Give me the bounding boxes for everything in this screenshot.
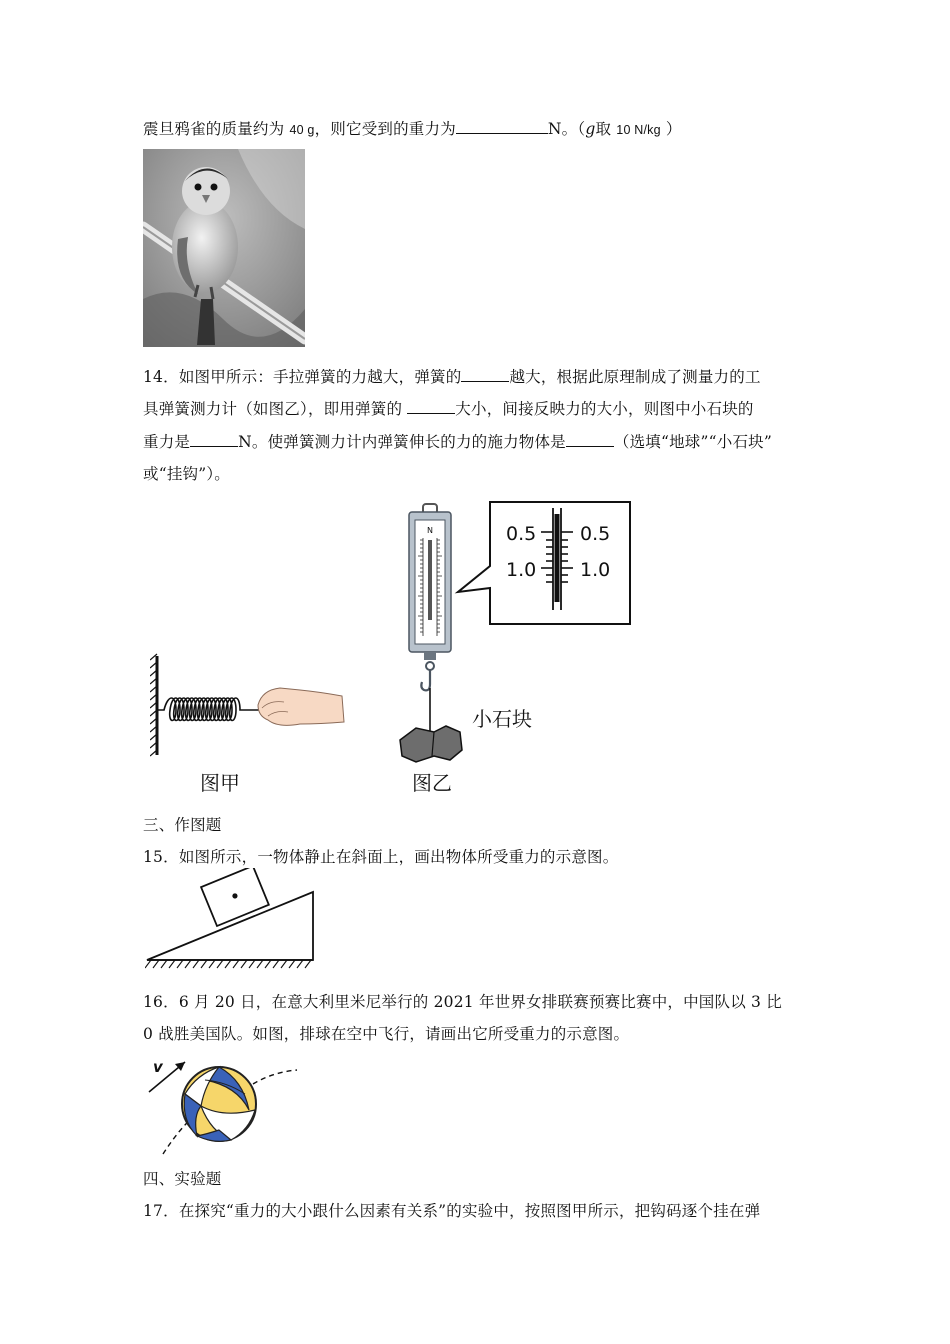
q16-line1: 16．6 月 20 日，在意大利里米尼举行的 2021 年世界女排联赛预赛比赛中，中国队以 3 比 bbox=[143, 993, 782, 1011]
figure-jia-label: 图甲 bbox=[200, 771, 240, 795]
q17-text: 17．在探究“重力的大小跟什么因素有关系”的实验中，按照图甲所示，把钩码逐个挂在弹 bbox=[143, 1202, 761, 1220]
q13-mass: 40 g bbox=[289, 123, 315, 137]
figure-volleyball bbox=[145, 1050, 300, 1158]
q13-mid: ，则它受到的重力为 bbox=[314, 120, 456, 138]
bird-photo bbox=[143, 149, 305, 347]
velocity-label: v bbox=[153, 1058, 163, 1076]
figure-yi bbox=[390, 500, 640, 800]
scale-unit: N bbox=[427, 526, 433, 535]
q14-line2b: 大小，间接反映力的大小，则图中小石块的 bbox=[455, 400, 754, 418]
zoom-tick-right-0.5: 0.5 bbox=[580, 523, 611, 545]
volleyball bbox=[182, 1067, 256, 1141]
q14-line3b: N。使弹簧测力计内弹簧伸长的力的施力物体是 bbox=[238, 433, 566, 451]
figure-jia bbox=[150, 650, 350, 800]
q13-unit: N。（ bbox=[547, 120, 586, 138]
q14-line1 bbox=[143, 365, 761, 387]
hook bbox=[421, 670, 430, 690]
zoom-indicator bbox=[555, 514, 560, 602]
section-4-heading: 四、实验题 bbox=[143, 1170, 222, 1188]
q14-line1a: 14．如图甲所示：手拉弹簧的力越大，弹簧的 bbox=[143, 368, 462, 386]
spring bbox=[158, 698, 262, 721]
q14-line1b: 越大，根据此原理制成了测量力的工 bbox=[509, 368, 761, 386]
q16-line2: 0 战胜美国队。如图，排球在空中飞行，请画出它所受重力的示意图。 bbox=[143, 1025, 630, 1043]
q13-g-symbol: g bbox=[585, 120, 596, 138]
q13-gval: 10 N/kg bbox=[616, 123, 661, 137]
q14-blank-2[interactable] bbox=[407, 399, 455, 414]
q15-text: 15．如图所示，一物体静止在斜面上，画出物体所受重力的示意图。 bbox=[143, 848, 619, 866]
q14-line3a: 重力是 bbox=[143, 433, 191, 451]
q14-blank-1[interactable] bbox=[461, 367, 509, 382]
stone-label: 小石块 bbox=[472, 707, 532, 731]
hand bbox=[258, 688, 344, 725]
q14-line4: 或“挂钩”）。 bbox=[143, 465, 230, 483]
figure-incline bbox=[145, 868, 315, 974]
q13-close: ） bbox=[665, 120, 682, 138]
q14-line3 bbox=[143, 430, 772, 452]
q13-take: 取 bbox=[595, 120, 612, 138]
q14-line2a: 具弹簧测力计（如图乙），即用弹簧的 bbox=[143, 400, 403, 418]
zoom-tick-right-1.0: 1.0 bbox=[580, 559, 611, 581]
zoom-tick-left-0.5: 0.5 bbox=[506, 523, 537, 545]
ground-hatch bbox=[145, 960, 311, 968]
q14-line3c: （选填“地球”“小石块” bbox=[613, 433, 772, 451]
q14-line2 bbox=[143, 397, 754, 419]
q13-answer-blank[interactable] bbox=[456, 119, 548, 134]
q14-blank-3[interactable] bbox=[190, 432, 238, 447]
q14-blank-4[interactable] bbox=[566, 432, 614, 447]
zoom-tick-left-1.0: 1.0 bbox=[506, 559, 537, 581]
section-3-heading: 三、作图题 bbox=[143, 816, 222, 834]
figure-yi-label: 图乙 bbox=[412, 771, 452, 795]
stone bbox=[400, 726, 462, 762]
q13-pre: 震旦鸦雀的质量约为 bbox=[143, 120, 285, 138]
q13-line bbox=[143, 117, 682, 139]
